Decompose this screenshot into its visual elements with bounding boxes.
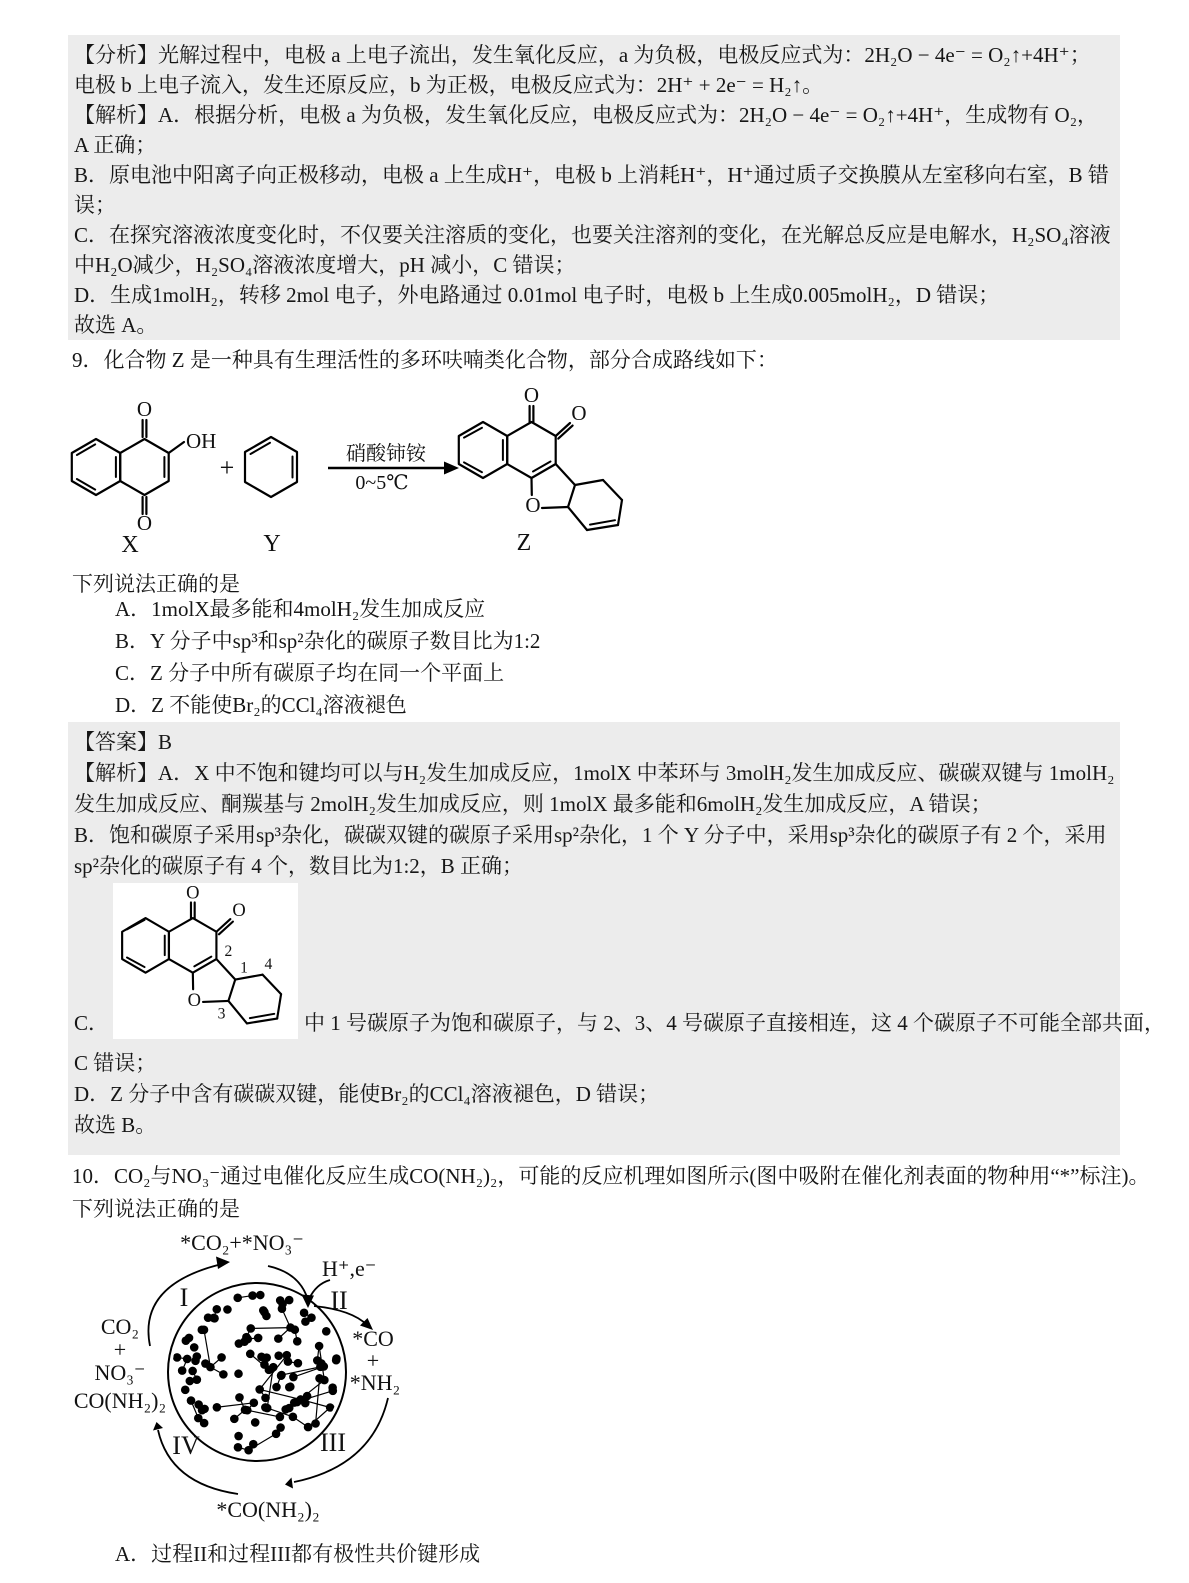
- structure-y: [245, 437, 297, 557]
- z-carbonyl-o2: O: [571, 401, 587, 425]
- adsorbed-reactants-label: *CO₂+*NO₃⁻: [180, 1230, 304, 1255]
- plus-sign: +: [219, 453, 235, 482]
- answer-block-q9: [68, 722, 1166, 1155]
- intermediate-co-label: *CO: [352, 1326, 394, 1351]
- q9-option-d: D．Z 不能使Br₂的CCl₄溶液褪色: [115, 693, 407, 717]
- reaction-arrow: [328, 442, 459, 494]
- explain-line: 发生加成反应、酮羰基与 2molH₂发生加成反应，则 1molX 最多能和6molH₂发生加成反应，A 错误；: [74, 792, 992, 816]
- analysis-line: 故选 A。: [74, 313, 158, 337]
- reactant-co2-label: CO₂: [100, 1314, 140, 1339]
- q9-reaction-figure: [60, 376, 652, 562]
- analysis-line: 中H₂O减少，H₂SO₄溶液浓度增大，pH 减小，C 错误；: [74, 253, 576, 277]
- explain-line: sp²杂化的碳原子有 4 个，数目比为1:2，B 正确；: [74, 854, 524, 878]
- label-z: Z: [516, 530, 532, 556]
- analysis-block-q8: [68, 35, 1120, 340]
- x-hydroxyl-label: OH: [186, 429, 217, 453]
- process-iii-arrowhead: [285, 1478, 293, 1489]
- analysis-line: 误；: [74, 193, 116, 217]
- x-carbonyl-o-top: O: [136, 397, 153, 421]
- option-c-prefix: C．: [74, 1011, 110, 1035]
- product-urea-label: CO(NH₂)₂: [73, 1388, 167, 1413]
- reactant-no3-label: NO₃⁻: [94, 1360, 146, 1385]
- numbered-structure-image: [113, 883, 298, 1039]
- analysis-line: B．原电池中阳离子向正极移动，电极 a 上生成H⁺，电极 b 上消耗H⁺，H⁺通过质子交换膜从左室移向右室，B 错: [74, 163, 1109, 187]
- reagent-label: 硝酸铈铵: [346, 443, 426, 465]
- q10-stem: [72, 1160, 1150, 1226]
- q9-option-b: B．Y 分子中sp³和sp²杂化的碳原子数目比为1:2: [115, 629, 541, 653]
- q9-options: [115, 593, 540, 721]
- proton-electron-label: H⁺,e⁻: [322, 1256, 377, 1281]
- z-furan-o: O: [525, 493, 541, 517]
- analysis-line: 电极 b 上电子流入，发生还原反应，b 为正极，电极反应式为：2H⁺ + 2e⁻ = H₂↑。: [74, 73, 824, 97]
- adsorbed-urea-label: *CO(NH₂)₂: [216, 1497, 320, 1522]
- num-struct-o-right: O: [232, 900, 246, 922]
- carbon-number-1: 1: [240, 959, 248, 977]
- intermediate-plus-label: +: [366, 1348, 380, 1373]
- reactant-plus-label: +: [113, 1337, 127, 1362]
- num-struct-o-ring: O: [187, 989, 201, 1011]
- carbon-number-2: 2: [224, 943, 233, 961]
- process-iii-label: III: [320, 1428, 346, 1457]
- explain-line: D．Z 分子中含有碳碳双键，能使Br₂的CCl₄溶液褪色，D 错误；: [74, 1082, 660, 1106]
- carbon-number-3: 3: [217, 1005, 226, 1023]
- structure-x: [72, 397, 217, 558]
- q10-stem-line: 下列说法正确的是: [72, 1197, 240, 1221]
- process-ii-label: II: [330, 1286, 348, 1315]
- q9-stem: 9．化合物 Z 是一种具有生理活性的多环呋喃类化合物，部分合成路线如下：: [72, 348, 778, 372]
- explain-line: 故选 B。: [74, 1113, 157, 1137]
- q10-mechanism-figure: [62, 1226, 482, 1528]
- x-carbonyl-o-bottom: O: [136, 511, 153, 535]
- explain-line: 【解析】A．X 中不饱和键均可以与H₂发生加成反应，1molX 中苯环与 3molH₂发生加成反应、碳碳双键与 1molH₂: [74, 761, 1115, 785]
- label-x: X: [121, 532, 139, 558]
- explain-line: B．饱和碳原子采用sp³杂化，碳碳双键的碳原子采用sp²杂化，1 个 Y 分子中，采用sp³杂化的碳原子有 2 个，采用: [74, 823, 1107, 847]
- q9-option-a: A．1molX最多能和4molH₂发生加成反应: [115, 597, 486, 621]
- process-iv-label: IV: [172, 1431, 200, 1460]
- option-c-text: 中 1 号碳原子为饱和碳原子，与 2、3、4 号碳原子直接相连，这 4 个碳原子不可能全部共面，: [304, 1011, 1166, 1035]
- explain-line: C 错误；: [74, 1051, 157, 1075]
- intermediate-nh2-label: *NH₂: [349, 1370, 401, 1395]
- num-struct-o-top: O: [186, 883, 200, 904]
- label-y: Y: [263, 531, 281, 557]
- option-c-explanation-row: [74, 882, 1166, 1042]
- process-i-arrowhead: [216, 1257, 230, 1270]
- z-carbonyl-o1: O: [523, 383, 540, 407]
- q10-option-a: A．过程II和过程III都有极性共价键形成: [115, 1542, 481, 1566]
- structure-z-numbered: [113, 883, 298, 1039]
- condition-label: 0~5℃: [355, 472, 409, 494]
- q9-prompt: 下列说法正确的是: [72, 572, 240, 596]
- carbon-number-4: 4: [264, 955, 273, 973]
- analysis-line: A 正确；: [74, 133, 157, 157]
- analysis-line: D．生成1molH₂，转移 2mol 电子，外电路通过 0.01mol 电子时，电极 b 上生成0.005molH₂，D 错误；: [74, 283, 1000, 307]
- analysis-line: 【解析】A．根据分析，电极 a 为负极，发生氧化反应，电极反应式为：2H₂O − 4e⁻ = O₂↑+4H⁺，生成物有 O₂，: [74, 103, 1099, 127]
- q9-option-c: C．Z 分子中所有碳原子均在同一个平面上: [115, 661, 505, 685]
- q10-stem-line: 10．CO₂与NO₃⁻通过电催化反应生成CO(NH₂)₂，可能的反应机理如图所示(图中吸附在催化剂表面的物种用“*”标注)。: [72, 1164, 1150, 1188]
- arrowhead: [444, 462, 459, 475]
- structure-z: [459, 383, 622, 556]
- answer-line: 【答案】B: [74, 730, 173, 754]
- analysis-line: C．在探究溶液浓度变化时，不仅要关注溶质的变化，也要关注溶剂的变化，在光解总反应是电解水，H₂SO₄溶液: [74, 223, 1111, 247]
- analysis-line: 【分析】光解过程中，电极 a 上电子流出，发生氧化反应，a 为负极，电极反应式为：2H₂O − 4e⁻ = O₂↑+4H⁺；: [74, 43, 1091, 67]
- process-i-label: I: [179, 1283, 189, 1312]
- process-iv-arrowhead: [153, 1422, 163, 1431]
